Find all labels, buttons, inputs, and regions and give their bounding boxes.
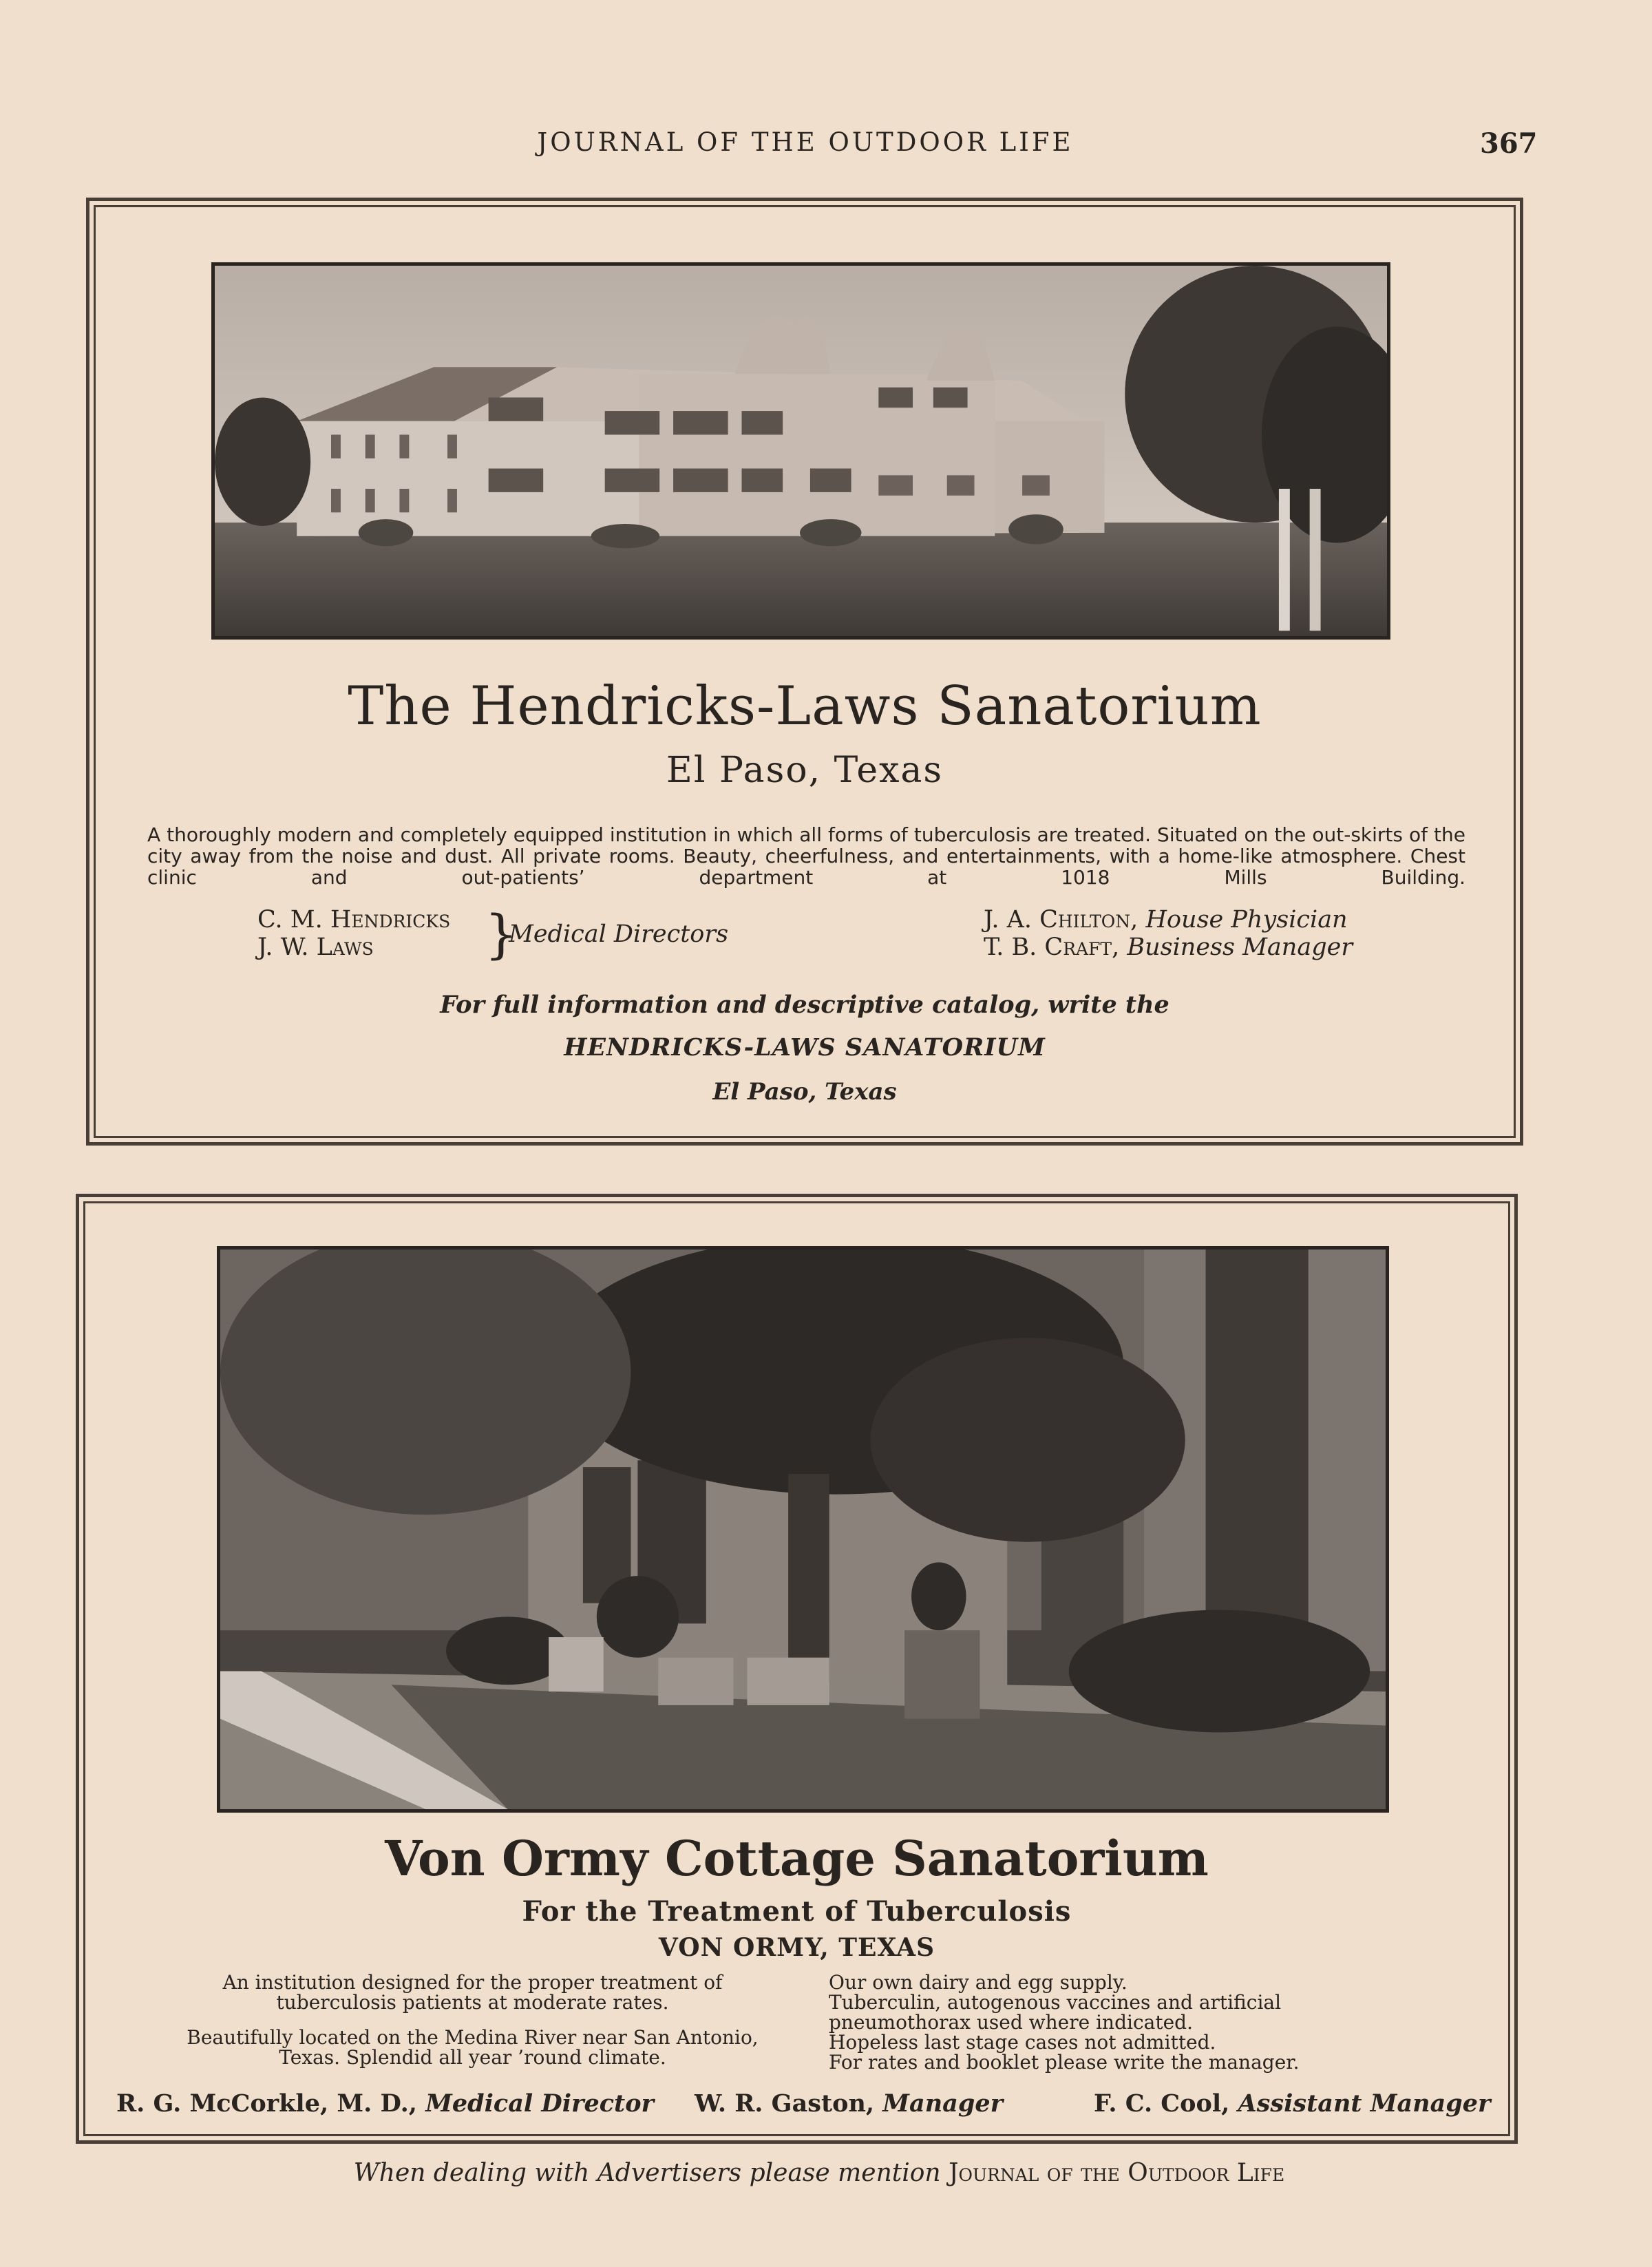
ad1-description: A thoroughly modern and completely equipped institution in which all forms of tuberculosis are treated. Situated on the out-skirts of the city away from the noise and dust. All private rooms. Beauty, cheerfulness, and entertainments, with a home-like atmosphere. Chest clinic and out-patients’ department at 1018 Mills Building. (147, 823, 1465, 889)
ad1-contact-line2: HENDRICKS-LAWS SANATORIUM (564, 1033, 1046, 1062)
ad2-left-column (178, 1972, 767, 2083)
right-col-line: Our own dairy and egg supply. (829, 1971, 1127, 1994)
right-col-line: Tuberculin, autogenous vaccines and artificial pneumothorax used where indicated. (829, 1991, 1282, 2034)
ad2-staff-1 (116, 2089, 654, 2118)
ad1-contact-line3: El Paso, Texas (712, 1078, 897, 1106)
staff-name: T. B. Craft (984, 934, 1112, 961)
right-col-line: Hopeless last stage cases not admitted. (829, 2031, 1216, 2054)
page-footer (0, 2159, 1638, 2187)
footer-prefix: When dealing with Advertisers please mention (353, 2159, 941, 2187)
footer-journal: Journal of the Outdoor Life (949, 2159, 1285, 2187)
ad1-title: The Hendricks-Laws Sanatorium (348, 675, 1262, 737)
staff-name: W. R. Gaston, (695, 2089, 875, 2118)
ad2-location: VON ORMY, TEXAS (658, 1933, 935, 1962)
staff-role: Business Manager (1127, 934, 1353, 961)
hendricks-laws-ad (86, 198, 1523, 1146)
page-number: 367 (1480, 127, 1538, 160)
ad1-directors (257, 906, 478, 961)
directors-role: Medical Directors (509, 920, 729, 948)
staff-role: House Physician (1145, 906, 1348, 934)
staff-name: F. C. Cool, (1094, 2089, 1230, 2118)
staff-name: J. A. Chilton (984, 906, 1131, 934)
left-col-paragraph: An institution designed for the proper treatment of tuberculosis patients at moderate rates. (222, 1971, 723, 2014)
ad1-location: El Paso, Texas (666, 750, 944, 791)
running-title: JOURNAL OF THE OUTDOOR LIFE (537, 127, 1074, 157)
staff-line: J. A. Chilton, House Physician (984, 906, 1348, 934)
ad2-title: Von Ormy Cottage Sanatorium (385, 1830, 1209, 1887)
right-col-line: For rates and booklet please write the manager. (829, 2051, 1300, 2074)
staff-role: Medical Director (425, 2089, 654, 2118)
sanatorium-building-photo (211, 262, 1390, 640)
ad2-staff-2 (695, 2089, 1003, 2118)
staff-role: Manager (882, 2089, 1004, 2118)
ad2-subtitle: For the Treatment of Tuberculosis (522, 1895, 1072, 1928)
director-name: C. M. Hendricks (257, 906, 451, 934)
cottage-garden-photo (217, 1246, 1389, 1813)
ad2-staff-3 (1094, 2089, 1490, 2118)
director-name: J. W. Laws (257, 934, 374, 961)
ad2-right-column (829, 1972, 1421, 2072)
brace-icon: } (485, 903, 518, 964)
staff-line: T. B. Craft, Business Manager (984, 934, 1353, 961)
left-col-paragraph: Beautifully located on the Medina River near San Antonio, Texas. Splendid all year ’round climate. (187, 2026, 759, 2069)
staff-name: R. G. McCorkle, M. D., (116, 2089, 417, 2118)
staff-role: Assistant Manager (1238, 2089, 1491, 2118)
ad1-staff (984, 906, 1479, 961)
ad1-contact-line1: For full information and descriptive catalog, write the (440, 991, 1169, 1019)
von-ormy-ad (76, 1194, 1518, 2144)
